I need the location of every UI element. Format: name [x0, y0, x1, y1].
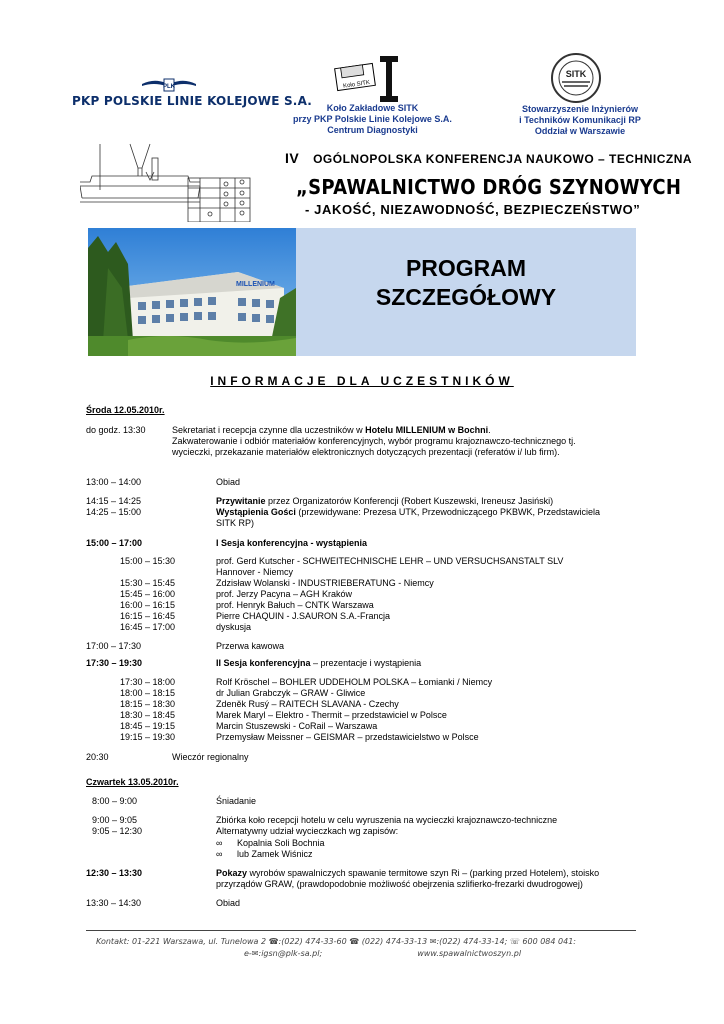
session2-item: Marek Maryl – Elektro - Thermit – przedstawiciel w Polsce	[216, 710, 447, 720]
day1-evening-time: 20:30	[86, 752, 109, 762]
day2-trip-time-2: 9:05 – 12:30	[92, 826, 143, 836]
session1-item: prof. Gerd Kutscher - SCHWEITECHNISCHE LEHR – UND VERSUCHSANSTALT SLV Hannover - Niemcy	[216, 556, 564, 577]
trip-option: lub Zamek Wiśnicz	[237, 849, 313, 859]
pkp-logo-wings-icon	[140, 76, 198, 94]
day2-heading: Czwartek 13.05.2010r.	[86, 777, 179, 787]
assoc-line-3: Oddział w Warszawie	[534, 126, 626, 136]
rail-welding-drawing-icon	[80, 140, 255, 222]
hotel-sign-text: MILLENIUM	[236, 281, 275, 288]
session1-item-time: 16:00 – 16:15	[120, 600, 176, 610]
footer-website[interactable]: www.spawalnictwoszyn.pl	[417, 949, 522, 958]
program-title-box	[296, 228, 636, 356]
session1-item: Zdzisław Wolanski - INDUSTRIEBERATUNG - Niemcy	[216, 578, 434, 588]
footer-links	[244, 949, 521, 958]
sitk-logo-text: SITK	[565, 69, 587, 79]
session1-item: dyskusja	[216, 622, 252, 632]
day1-guests: Wystąpienia Gości (przewidywane: Prezesa UTK, Przewodniczącego PKBWK, Przedstawiciela SITK RP)	[216, 507, 600, 528]
conference-subtitle: - JAKOŚĆ, NIEZAWODNOŚĆ, BEZPIECZEŃSTWO”	[305, 202, 641, 217]
assoc-line-2: i Techników Komunikacji RP	[519, 115, 641, 125]
day1-evening: Wieczór regionalny	[172, 752, 249, 762]
conference-line	[285, 150, 692, 166]
day1-lunch: Obiad	[216, 477, 241, 487]
day2-lunch-time: 13:30 – 14:30	[86, 898, 142, 908]
session1-item-time: 15:00 – 15:30	[120, 556, 176, 566]
day1-session1: I Sesja konferencyjna - wystąpienia	[216, 538, 368, 548]
sitk-round-logo-icon	[550, 52, 602, 104]
session1-item: prof. Jerzy Pacyna – AGH Kraków	[216, 589, 353, 599]
assoc-line-1: Stowarzyszenie Inżynierów	[521, 104, 639, 114]
conference-number: IV	[285, 150, 300, 166]
session1-item-time: 16:45 – 17:00	[120, 622, 176, 632]
session2-item-time: 17:30 – 18:00	[120, 677, 176, 687]
day1-welcome-time: 14:15 – 14:25	[86, 496, 142, 506]
session1-item: prof. Henryk Bałuch – CNTK Warszawa	[216, 600, 374, 610]
program-title	[296, 254, 636, 312]
trip-option: Kopalnia Soli Bochnia	[237, 838, 325, 848]
session1-item: Pierre CHAQUIN - J.SAURON S.A.-Francja	[216, 611, 391, 621]
footer-divider	[86, 930, 636, 931]
conference-title: „SPAWALNICTWO DRÓG SZYNOWYCH	[296, 175, 682, 199]
day1-registration: Sekretariat i recepcja czynne dla uczestników w Hotelu MILLENIUM w Bochni. Zakwaterowanie i odbiór materiałów konferencyjnych, wybór programu krajoznawczo-technicznego tj. wycieczki, przekazanie materiałów elektronicznych dotyczących prezentacji (referatów i/ lub firm).	[172, 425, 576, 457]
pkp-company-name: PKP POLSKIE LINIE KOLEJOWE S.A.	[72, 94, 313, 108]
session2-item: Przemysław Meissner – GEISMAR – przedstawicielstwo w Polsce	[216, 732, 479, 742]
program-title-line-1: PROGRAM	[405, 255, 527, 281]
session2-item: Zdeněk Rusý – RAITECH SLAVANA - Czechy	[216, 699, 399, 709]
kolo-line-2: przy PKP Polskie Linie Kolejowe S.A.	[293, 114, 452, 124]
session1-item-time: 15:45 – 16:00	[120, 589, 176, 599]
day1-lunch-time: 13:00 – 14:00	[86, 477, 142, 487]
bullet-icon: ∞	[216, 838, 223, 848]
day2-trip: Zbiórka koło recepcji hotelu w celu wyruszenia na wycieczki krajoznawczo-techniczne Alternatywny udział wycieczkach wg zapisów:	[216, 815, 558, 836]
day1-session2: II Sesja konferencyjna – prezentacje i wystąpienia	[216, 658, 422, 668]
day1-welcome: Przywitanie przez Organizatorów Konferencji (Robert Kuszewski, Ireneusz Jasiński)	[216, 496, 554, 506]
association-text	[505, 104, 655, 137]
day2-breakfast: Śniadanie	[216, 796, 257, 806]
day1-guests-time: 14:25 – 15:00	[86, 507, 142, 517]
session2-item-time: 18:15 – 18:30	[120, 699, 176, 709]
conference-type: OGÓLNOPOLSKA KONFERENCJA NAUKOWO – TECHNICZNA	[313, 152, 693, 166]
day2-breakfast-time: 8:00 – 9:00	[92, 796, 138, 806]
session2-item: dr Julian Grabczyk – GRAW - Gliwice	[216, 688, 366, 698]
bullet-icon: ∞	[216, 849, 223, 859]
day2-show: Pokazy wyrobów spawalniczych spawanie termitowe szyn Ri – (parking przed Hotelem), stoisko przyrządów GRAW, (prawdopodobnie możliwość obejrzenia szlifierko-frezarki dwudrogowej)	[216, 868, 600, 889]
pkp-logo-text: PLK	[163, 84, 175, 90]
kolo-sitk-text	[280, 103, 465, 136]
session2-item-time: 18:30 – 18:45	[120, 710, 176, 720]
session2-item-time: 18:00 – 18:15	[120, 688, 176, 698]
session1-item-time: 15:30 – 15:45	[120, 578, 176, 588]
kolo-logo-text: Koło SITK	[342, 80, 371, 90]
session2-item: Marcin Stuszewski - CoRail – Warszawa	[216, 721, 378, 731]
kolo-line-3: Centrum Diagnostyki	[327, 125, 418, 135]
day1-break-time: 17:00 – 17:30	[86, 641, 142, 651]
kolo-line-1: Koło Zakładowe SITK	[326, 103, 419, 113]
day2-trip-time-1: 9:00 – 9:05	[92, 815, 138, 825]
day1-heading: Środa 12.05.2010r.	[86, 405, 165, 415]
day1-session1-time: 15:00 – 17:00	[86, 538, 143, 548]
day1-session2-time: 17:30 – 19:30	[86, 658, 143, 668]
footer-contact: Kontakt: 01-221 Warszawa, ul. Tunelowa 2 ☎:(022) 474-33-60 ☎ (022) 474-33-13 ✉:(022) 474-33-14; ☏ 600 084 041:	[96, 937, 576, 946]
session2-item-time: 19:15 – 19:30	[120, 732, 176, 742]
day2-show-time: 12:30 – 13:30	[86, 868, 143, 878]
footer-email[interactable]: e-✉:igsn@plk-sa.pl;	[244, 949, 323, 958]
session2-item: Rolf Kröschel – BOHLER UDDEHOLM POLSKA – Łomianki / Niemcy	[216, 677, 493, 687]
day1-registration-time: do godz. 13:30	[86, 425, 146, 435]
day1-break: Przerwa kawowa	[216, 641, 285, 651]
kolo-sitk-logo-icon	[334, 52, 404, 104]
info-heading: INFORMACJE DLA UCZESTNIKÓW	[210, 374, 514, 388]
day2-lunch: Obiad	[216, 898, 241, 908]
hotel-photo	[88, 228, 296, 356]
session1-item-time: 16:15 – 16:45	[120, 611, 176, 621]
session2-item-time: 18:45 – 19:15	[120, 721, 176, 731]
program-title-line-2: SZCZEGÓŁOWY	[375, 284, 557, 310]
